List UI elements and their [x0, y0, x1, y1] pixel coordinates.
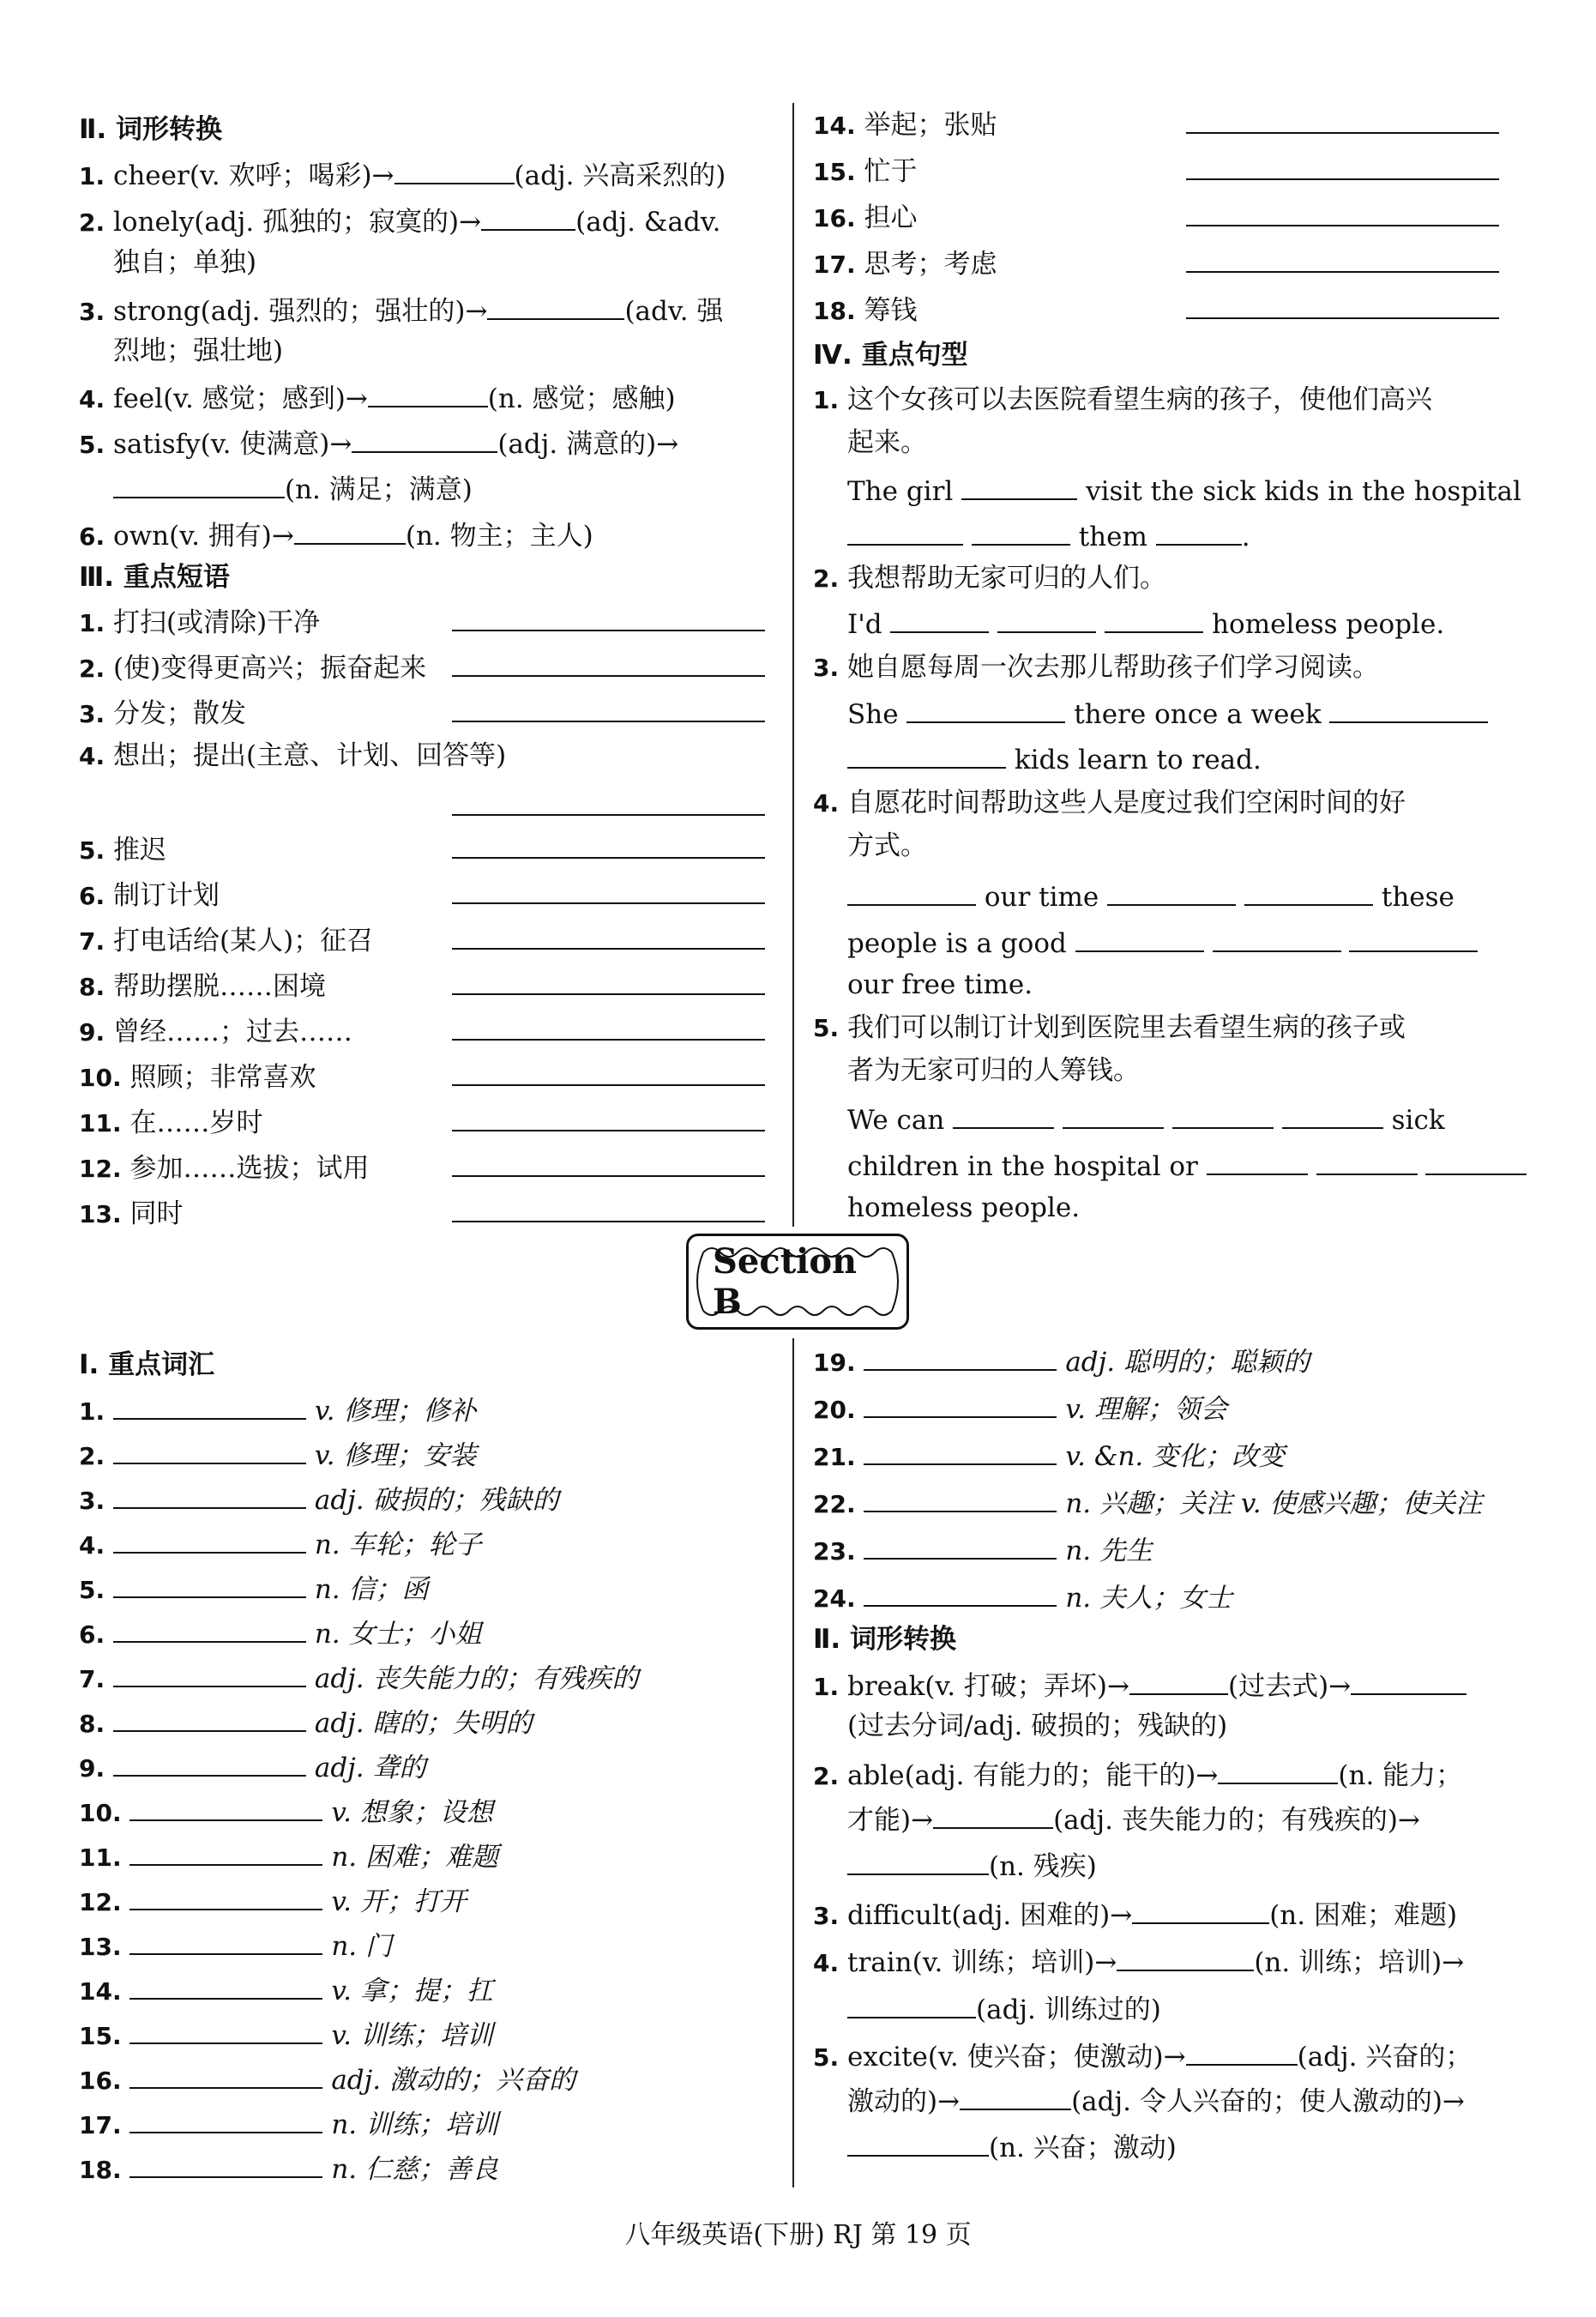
sentence-cn: 1. 这个女孩可以去医院看望生病的孩子，使他们高兴: [813, 384, 1432, 415]
sentence-en: She there once a week: [847, 691, 1508, 737]
answer-blank[interactable]: [452, 1130, 765, 1131]
answer-blank[interactable]: [1244, 873, 1373, 906]
vocab-item: 18. n. 仁慈；善良: [79, 2145, 774, 2193]
answer-blank[interactable]: [452, 1175, 765, 1177]
sentence-en: children in the hospital or: [847, 1143, 1508, 1189]
answer-blank[interactable]: [847, 513, 963, 546]
word-form-item: 4. feel(v. 感觉；感到)→ (n. 感觉；感触): [79, 375, 774, 422]
answer-blank[interactable]: [847, 736, 1006, 769]
word-form-item-cont: 激动的)→ (adj. 令人兴奋的；使人激动的)→: [847, 2078, 1508, 2124]
answer-blank[interactable]: [452, 675, 765, 677]
answer-blank[interactable]: [933, 1796, 1053, 1829]
column-divider-top: [792, 103, 794, 1227]
answer-blank[interactable]: [113, 1610, 306, 1643]
answer-blank[interactable]: [847, 2124, 989, 2157]
vocab-item: 24. n. 夫人；女士: [813, 1574, 1508, 1621]
answer-blank[interactable]: [452, 814, 765, 816]
word-form-item: 3. strong(adj. 强烈的；强壮的)→ (adv. 强: [79, 287, 774, 335]
section-title-key-sentences: Ⅳ. 重点句型: [813, 340, 968, 371]
sentence-en: I'd homeless people.: [847, 600, 1508, 647]
answer-blank[interactable]: [1425, 1143, 1527, 1175]
bottom-left-column: [79, 1343, 774, 2192]
vocab-item: 14. v. 拿；提；扛: [79, 1967, 774, 2014]
answer-blank[interactable]: [113, 1387, 306, 1420]
vocab-item: 20. v. 理解；领会: [813, 1385, 1508, 1433]
answer-blank[interactable]: [452, 1221, 765, 1222]
section-title-key-phrases: Ⅲ. 重点短语: [79, 562, 230, 593]
phrase-item: 15. 忙于: [813, 149, 1508, 195]
vocab-item: 4. n. 车轮；轮子: [79, 1521, 774, 1568]
answer-blank[interactable]: [961, 468, 1077, 500]
phrase-item: 12. 参加……选拔；试用: [79, 1146, 774, 1192]
word-form-item: 1. break(v. 打破；弄坏)→ (过去式)→: [813, 1662, 1508, 1710]
vocab-item: 23. n. 先生: [813, 1527, 1508, 1574]
phrase-item: 8. 帮助摆脱……困境: [79, 964, 774, 1010]
word-form-item-cont: 烈地；强壮地): [113, 335, 284, 366]
section-title-word-forms: Ⅱ. 词形转换: [79, 114, 222, 145]
answer-blank[interactable]: [1186, 132, 1499, 134]
answer-blank[interactable]: [890, 600, 989, 633]
answer-blank[interactable]: [864, 1385, 1057, 1418]
top-right-column: [813, 103, 1521, 1235]
vocab-item: 6. n. 女士；小姐: [79, 1610, 774, 1657]
answer-blank[interactable]: [864, 1480, 1057, 1512]
vocab-item: 17. n. 训练；培训: [79, 2101, 774, 2148]
answer-blank[interactable]: [129, 1833, 322, 1866]
answer-blank[interactable]: [1063, 1096, 1164, 1129]
answer-blank[interactable]: [997, 600, 1096, 633]
answer-blank[interactable]: [1282, 1096, 1383, 1129]
answer-blank[interactable]: [1132, 1892, 1269, 1924]
section-title-word-forms-b: Ⅱ. 词形转换: [813, 1624, 956, 1655]
sentence-cn: 3. 她自愿每周一次去那儿帮助孩子们学习阅读。: [813, 652, 1379, 683]
answer-blank[interactable]: [452, 1084, 765, 1086]
sentence-cn-cont: 方式。: [847, 830, 927, 861]
phrase-item: 18. 筹钱: [813, 288, 1508, 334]
answer-blank[interactable]: [129, 2145, 322, 2178]
word-form-item-cont: (n. 满足；满意): [113, 466, 774, 512]
answer-blank[interactable]: [847, 1843, 989, 1875]
answer-blank[interactable]: [1186, 2033, 1298, 2066]
sentence-cn: 4. 自愿花时间帮助这些人是度过我们空闲时间的好: [813, 787, 1406, 818]
bottom-right-column: [813, 1338, 1508, 2187]
word-form-item-cont: (adj. 训练过的): [847, 1986, 1508, 2032]
answer-blank[interactable]: [1129, 1662, 1228, 1695]
answer-blank[interactable]: [452, 630, 765, 631]
vocab-item: 3. adj. 破损的；残缺的: [79, 1476, 774, 1524]
answer-blank[interactable]: [113, 466, 285, 498]
word-form-item: 6. own(v. 拥有)→ (n. 物主；主人): [79, 512, 774, 559]
word-form-item-cont: 独自；单独): [113, 247, 257, 278]
phrase-item: 9. 曾经……；过去……: [79, 1010, 774, 1055]
answer-blank[interactable]: [294, 512, 406, 545]
section-title-key-vocab: Ⅰ. 重点词汇: [79, 1349, 215, 1380]
answer-blank[interactable]: [129, 1922, 322, 1955]
phrase-item: 4. 想出；提出(主意、计划、回答等): [79, 740, 507, 771]
answer-blank[interactable]: [129, 2012, 322, 2044]
phrase-item: 10. 照顾；非常喜欢: [79, 1055, 774, 1101]
answer-blank[interactable]: [129, 2056, 322, 2089]
answer-blank[interactable]: [953, 1096, 1054, 1129]
answer-blank[interactable]: [1329, 691, 1488, 723]
answer-blank[interactable]: [129, 2101, 322, 2133]
vocab-item: 22. n. 兴趣；关注 v. 使感兴趣；使关注: [813, 1480, 1508, 1527]
sentence-en: our time these: [847, 873, 1508, 920]
word-form-item: 5. satisfy(v. 使满意)→ (adj. 满意的)→: [79, 420, 774, 468]
answer-blank[interactable]: [1351, 1662, 1467, 1695]
answer-blank[interactable]: [847, 873, 976, 906]
word-form-item-cont: (n. 兴奋；激动): [847, 2124, 1508, 2170]
answer-blank[interactable]: [972, 513, 1070, 546]
vocab-item: 10. v. 想象；设想: [79, 1789, 774, 1836]
answer-blank[interactable]: [1213, 920, 1341, 952]
vocab-item: 5. n. 信；函: [79, 1566, 774, 1613]
vocab-item: 21. v. &n. 变化；改变: [813, 1433, 1508, 1480]
vocab-item: 16. adj. 激动的；兴奋的: [79, 2056, 774, 2103]
answer-blank[interactable]: [452, 902, 765, 904]
answer-blank[interactable]: [452, 721, 765, 722]
answer-blank[interactable]: [113, 1521, 306, 1554]
answer-blank[interactable]: [452, 993, 765, 995]
answer-blank[interactable]: [960, 2078, 1071, 2110]
answer-blank[interactable]: [129, 1967, 322, 2000]
sentence-cn-cont: 者为无家可归的人筹钱。: [847, 1055, 1140, 1086]
answer-blank[interactable]: [1172, 1096, 1274, 1129]
phrase-item: 6. 制订计划: [79, 873, 774, 919]
sentence-en: them .: [847, 513, 1508, 559]
section-b-label: Section B: [686, 1234, 909, 1330]
answer-blank[interactable]: [129, 1789, 322, 1821]
answer-blank[interactable]: [864, 1574, 1057, 1607]
answer-blank[interactable]: [113, 1744, 306, 1777]
answer-blank[interactable]: [906, 691, 1065, 723]
answer-blank[interactable]: [1316, 1143, 1418, 1175]
answer-blank[interactable]: [129, 1878, 322, 1910]
answer-blank[interactable]: [1186, 225, 1499, 226]
answer-blank[interactable]: [1156, 513, 1242, 546]
sentence-en: The girl visit the sick kids in the hospital: [847, 468, 1508, 514]
phrase-item: 5. 推迟: [79, 828, 774, 873]
answer-blank[interactable]: [1207, 1143, 1308, 1175]
answer-blank[interactable]: [394, 152, 515, 184]
answer-blank[interactable]: [1186, 317, 1499, 319]
vocab-item: 2. v. 修理；安装: [79, 1432, 774, 1479]
answer-blank[interactable]: [452, 1039, 765, 1041]
word-form-item-cont: (过去分词/adj. 破损的；残缺的): [847, 1711, 1228, 1741]
phrase-item: 7. 打电话给(某人)；征召: [79, 919, 774, 964]
sentence-cn-cont: 起来。: [847, 427, 927, 458]
top-left-column: [79, 107, 774, 1240]
word-form-item: 2. able(adj. 有能力的；能干的)→ (n. 能力；: [813, 1752, 1508, 1799]
answer-blank[interactable]: [368, 375, 488, 407]
answer-blank[interactable]: [113, 1476, 306, 1509]
phrase-item: 1. 打扫(或清除)干净: [79, 600, 774, 646]
sentence-en: We can sick: [847, 1096, 1508, 1143]
phrase-item: 13. 同时: [79, 1192, 774, 1237]
vocab-item: 15. v. 训练；培训: [79, 2012, 774, 2059]
phrase-item: 3. 分发；散发: [79, 691, 774, 737]
answer-blank[interactable]: [481, 198, 575, 231]
section-b-heading: [686, 1235, 909, 1328]
vocab-item: 19. adj. 聪明的；聪颖的: [813, 1338, 1508, 1385]
sentence-cn: 5. 我们可以制订计划到医院里去看望生病的孩子或: [813, 1012, 1406, 1043]
vocab-item: 13. n. 门: [79, 1922, 774, 1970]
word-form-item: 5. excite(v. 使兴奋；使激动)→ (adj. 兴奋的；: [813, 2033, 1508, 2080]
answer-blank[interactable]: [452, 948, 765, 950]
sentence-en: people is a good: [847, 920, 1508, 966]
word-form-item: 4. train(v. 训练；培训)→ (n. 训练；培训)→: [813, 1939, 1508, 1986]
page-footer: 八年级英语(下册) RJ 第 19 页: [624, 2220, 972, 2250]
answer-blank[interactable]: [864, 1433, 1057, 1465]
answer-blank[interactable]: [1105, 600, 1203, 633]
answer-blank[interactable]: [1075, 920, 1204, 952]
answer-blank[interactable]: [847, 1986, 976, 2018]
answer-blank[interactable]: [1186, 271, 1499, 273]
vocab-item: 12. v. 开；打开: [79, 1878, 774, 1925]
sentence-cn: 2. 我想帮助无家可归的人们。: [813, 563, 1166, 594]
phrase-item: 16. 担心: [813, 196, 1508, 241]
sentence-en: homeless people.: [847, 1192, 1081, 1223]
vocab-item: 11. n. 困难；难题: [79, 1833, 774, 1880]
vocab-item: 1. v. 修理；修补: [79, 1387, 774, 1434]
word-form-item: 2. lonely(adj. 孤独的；寂寞的)→ (adj. &adv.: [79, 198, 774, 245]
word-form-item-cont: (n. 残疾): [847, 1843, 1508, 1889]
answer-blank[interactable]: [487, 287, 624, 320]
answer-blank[interactable]: [864, 1527, 1057, 1560]
sentence-en: our free time.: [847, 969, 1033, 1000]
answer-blank[interactable]: [1117, 1939, 1254, 1971]
vocab-item: 8. adj. 瞎的；失明的: [79, 1699, 774, 1747]
answer-blank[interactable]: [452, 857, 765, 859]
answer-blank[interactable]: [113, 1566, 306, 1598]
word-form-item: 1. cheer(v. 欢呼；喝彩)→ (adj. 兴高采烈的): [79, 152, 774, 199]
vocab-item: 7. adj. 丧失能力的；有残疾的: [79, 1655, 774, 1702]
vocab-item: 9. adj. 聋的: [79, 1744, 774, 1791]
answer-blank[interactable]: [1349, 920, 1478, 952]
answer-blank[interactable]: [1107, 873, 1236, 906]
answer-blank[interactable]: [113, 1655, 306, 1687]
phrase-item: 17. 思考；考虑: [813, 242, 1508, 287]
answer-blank[interactable]: [1186, 178, 1499, 180]
word-form-item-cont: 才能)→ (adj. 丧失能力的；有残疾的)→: [847, 1796, 1508, 1843]
word-form-item: 3. difficult(adj. 困难的)→ (n. 困难；难题): [813, 1892, 1508, 1939]
answer-blank[interactable]: [113, 1699, 306, 1732]
answer-blank[interactable]: [1218, 1752, 1338, 1784]
sentence-en: kids learn to read.: [847, 736, 1508, 782]
answer-blank[interactable]: [352, 420, 497, 453]
phrase-item: 2. (使)变得更高兴；振奋起来: [79, 646, 774, 691]
phrase-item: 11. 在……岁时: [79, 1101, 774, 1146]
phrase-item: 14. 举起；张贴: [813, 103, 1508, 148]
answer-blank[interactable]: [864, 1338, 1057, 1371]
answer-blank[interactable]: [113, 1432, 306, 1464]
column-divider-bottom: [792, 1338, 794, 2187]
